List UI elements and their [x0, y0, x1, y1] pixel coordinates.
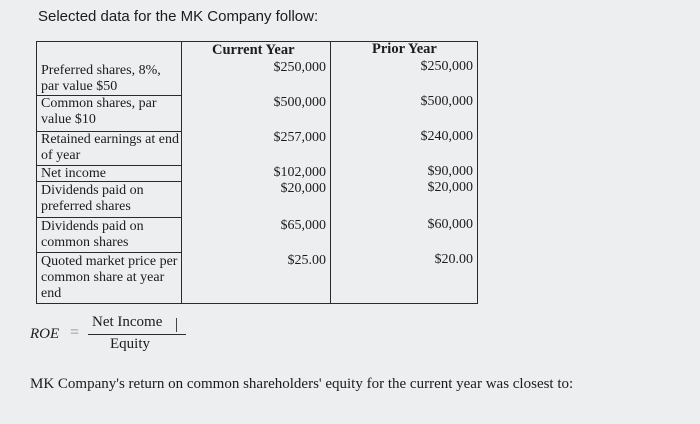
row-label: Quoted market price per common share at year end: [41, 254, 178, 301]
prior-value: $90,000: [427, 164, 473, 179]
row-divider: [36, 252, 182, 253]
table-col-divider-1: [181, 41, 182, 304]
table-col-divider-2: [330, 41, 331, 304]
current-value: $65,000: [280, 218, 326, 233]
header-prior-year: Prior Year: [372, 41, 437, 57]
roe-formula: [30, 314, 230, 354]
header-current-year: Current Year: [212, 42, 295, 58]
row-label: Preferred shares, 8%, par value $50: [41, 63, 161, 94]
current-value: $257,000: [273, 130, 326, 145]
prior-value: $20.00: [434, 252, 473, 267]
formula-numerator: Net Income: [92, 314, 163, 330]
intro-text: Selected data for the MK Company follow:: [38, 8, 319, 25]
table-border-right: [477, 41, 478, 304]
prior-value: $20,000: [427, 180, 473, 195]
row-label: Dividends paid on common shares: [41, 219, 144, 250]
row-label: Common shares, par value $10: [41, 96, 157, 127]
equals-sign: =: [70, 324, 80, 341]
current-value: $500,000: [273, 95, 326, 110]
formula-lhs: ROE: [30, 326, 60, 342]
prior-value: $240,000: [420, 129, 473, 144]
current-value: $250,000: [273, 60, 326, 75]
current-value: $102,000: [273, 165, 326, 180]
prior-value: $500,000: [420, 94, 473, 109]
question-text: MK Company's return on common shareholders' equity for the current year was closest to:: [30, 376, 574, 392]
row-label: Net income: [41, 166, 106, 181]
current-value: $25.00: [287, 253, 326, 268]
table-border-left: [36, 41, 37, 304]
table-border-bottom: [36, 303, 478, 304]
row-label: Dividends paid on preferred shares: [41, 183, 144, 214]
text-cursor: [176, 318, 177, 332]
prior-value: $250,000: [420, 59, 473, 74]
row-divider: [36, 217, 182, 218]
formula-denominator: Equity: [110, 336, 150, 352]
prior-value: $60,000: [427, 217, 473, 232]
fraction-bar: [88, 334, 186, 335]
row-label: Retained earnings at end of year: [41, 132, 180, 163]
data-table: [36, 41, 478, 304]
current-value: $20,000: [280, 181, 326, 196]
